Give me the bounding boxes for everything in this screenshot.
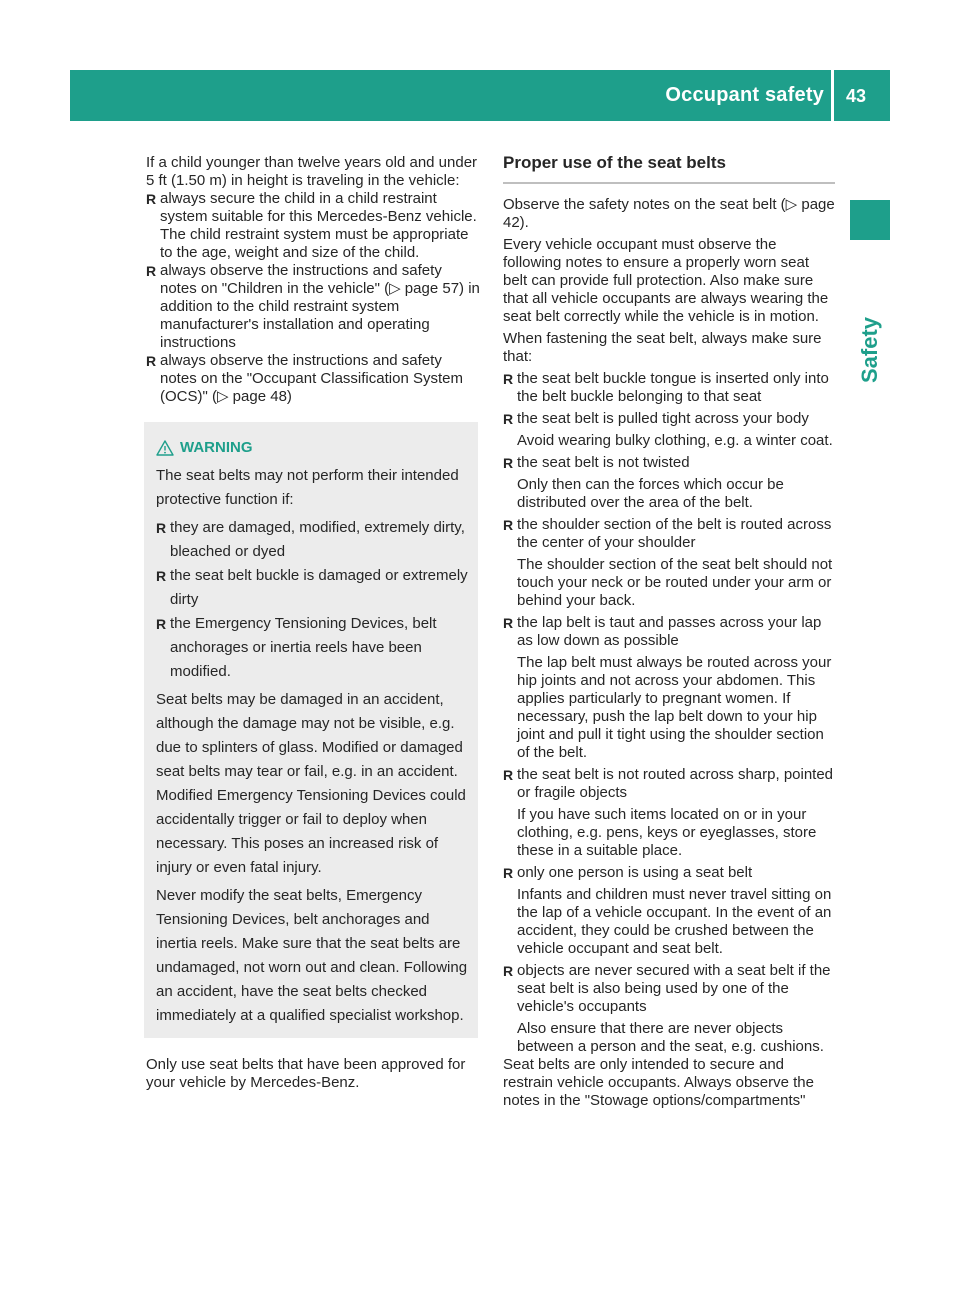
- list-item: R always observe the instructions and safety notes on the "Occupant Classification System (OCS)" (▷ page 48): [146, 352, 463, 405]
- right-column: [503, 152, 835, 1110]
- bullet-icon: R: [156, 616, 167, 632]
- side-tab: [845, 316, 895, 384]
- paragraph: Observe the safety notes on the seat belt (▷ page 42).: [503, 196, 835, 231]
- list-item: R the Emergency Tensioning Devices, belt anchorages or inertia reels have been modified.: [156, 612, 470, 684]
- list-item: R the seat belt is not routed across sharp, pointed or fragile objects If you have such items located on or in your clothing, e.g. pens, keys or eyeglasses, store these in a suitable place.: [503, 766, 834, 859]
- warning-bullet-list: [156, 516, 470, 684]
- bullet-icon: R: [503, 615, 514, 631]
- list-item: R the seat belt buckle is damaged or extremely dirty: [156, 564, 470, 612]
- warning-paragraph: Never modify the seat belts, Emergency Tensioning Devices, belt anchorages and inertia reels. Make sure that the seat belts are undamaged, not worn out and clean. Following an accident, have the seat belts checked immediately at a qualified specialist workshop.: [156, 887, 468, 1024]
- section-title: Proper use of the seat belts: [503, 152, 835, 184]
- section-header-title: Occupant safety: [665, 84, 824, 106]
- bullet-icon: R: [146, 263, 157, 279]
- bullet-icon: R: [503, 865, 514, 881]
- bullet-icon: R: [146, 191, 157, 207]
- header-divider: [831, 70, 834, 121]
- bullet-icon: R: [503, 767, 514, 783]
- side-tab-label: Safety: [857, 316, 882, 384]
- list-item-detail: Infants and children must never travel sitting on the lap of a vehicle occupant. In the event of an accident, they could be crushed between the vehicle occupant and seat belt.: [517, 886, 832, 957]
- bullet-icon: R: [503, 455, 514, 471]
- list-item: R always observe the instructions and safety notes on "Children in the vehicle" (▷ page 57) in addition to the child restraint system manufacturer's installation and operating instructions: [146, 262, 480, 351]
- side-marker-block: [850, 200, 890, 240]
- list-item-detail: The shoulder section of the seat belt should not touch your neck or be routed under your arm or behind your back.: [517, 556, 833, 609]
- left-column: [146, 154, 482, 1092]
- list-item-detail: Only then can the forces which occur be distributed over the area of the belt.: [517, 476, 784, 511]
- warning-paragraph: Seat belts may be damaged in an accident, although the damage may not be visible, e.g. due to splinters of glass. Modified or damaged seat belts may tear or fail, e.g. in an accident. Modified Emergency Tensioning Devices could accidentally trigger or fail to deploy when necessary. This poses an increased risk of injury or even fatal injury.: [156, 691, 466, 876]
- paragraph: When fastening the seat belt, always make sure that:: [503, 330, 822, 365]
- list-item: R the lap belt is taut and passes across your lap as low down as possible The lap belt must always be routed across your hip joints and not across your abdomen. This applies particularly to pregnant women. If necessary, push the lap belt down to your hip joint and pull it tight using the shoulder section of the belt.: [503, 614, 835, 762]
- warning-triangle-icon: [156, 440, 174, 456]
- intro-paragraph: If a child younger than twelve years old and under 5 ft (1.50 m) in height is traveling in the vehicle:: [146, 154, 478, 189]
- child-bullet-list: [146, 190, 482, 406]
- warning-box: [144, 422, 478, 1038]
- list-item: R only one person is using a seat belt Infants and children must never travel sitting on the lap of a vehicle occupant. In the event of an accident, they could be crushed between the vehicle occupant and seat belt.: [503, 864, 835, 958]
- list-item-detail: If you have such items located on or in your clothing, e.g. pens, keys or eyeglasses, store these in a suitable place.: [517, 806, 817, 859]
- page-number: 43: [846, 86, 867, 106]
- warning-heading-text: WARNING: [180, 439, 253, 456]
- list-item: R the seat belt is not twisted Only then can the forces which occur be distributed over the area of the belt.: [503, 454, 835, 512]
- outro-paragraph: Seat belts are only intended to secure and restrain vehicle occupants. Always observe the notes in the "Stowage options/compartments": [503, 1056, 814, 1109]
- warning-intro: The seat belts may not perform their intended protective function if:: [156, 467, 459, 508]
- list-item: R always secure the child in a child restraint system suitable for this Mercedes-Benz vehicle. The child restraint system must be appropriate to the age, weight and size of the child.: [146, 190, 477, 261]
- bullet-icon: R: [156, 568, 167, 584]
- list-item: R they are damaged, modified, extremely dirty, bleached or dyed: [156, 516, 470, 564]
- bullet-icon: R: [156, 520, 167, 536]
- outro-paragraph: Only use seat belts that have been approved for your vehicle by Mercedes-Benz.: [146, 1056, 466, 1091]
- list-item-detail: Also ensure that there are never objects between a person and the seat, e.g. cushions.: [517, 1020, 824, 1055]
- list-item-detail: The lap belt must always be routed across your hip joints and not across your abdomen. This applies particularly to pregnant women. If necessary, push the lap belt down to your hip joint and pull it tight using the shoulder section of the belt.: [517, 654, 832, 761]
- list-item: R the shoulder section of the belt is routed across the center of your shoulder The shoulder section of the seat belt should not touch your neck or be routed under your arm or behind your back.: [503, 516, 835, 610]
- bullet-icon: R: [503, 411, 514, 427]
- warning-heading: [156, 436, 470, 460]
- list-item: R objects are never secured with a seat belt if the seat belt is also being used by one of the vehicle's occupants Also ensure that there are never objects between a person and the seat, e.g. cushions.: [503, 962, 835, 1056]
- list-item: R the seat belt buckle tongue is inserted only into the belt buckle belonging to that seat: [503, 370, 829, 405]
- bullet-icon: R: [503, 963, 514, 979]
- bullet-icon: R: [146, 353, 157, 369]
- seat-belt-bullet-list: [503, 370, 835, 1056]
- list-item: R the seat belt is pulled tight across your body Avoid wearing bulky clothing, e.g. a winter coat.: [503, 410, 835, 450]
- paragraph: Every vehicle occupant must observe the following notes to ensure a properly worn seat belt can provide full protection. Also make sure that all vehicle occupants are always wearing the seat belt correctly while the vehicle is in motion.: [503, 236, 829, 325]
- bullet-icon: R: [503, 517, 514, 533]
- list-item-detail: Avoid wearing bulky clothing, e.g. a winter coat.: [517, 432, 833, 449]
- bullet-icon: R: [503, 371, 514, 387]
